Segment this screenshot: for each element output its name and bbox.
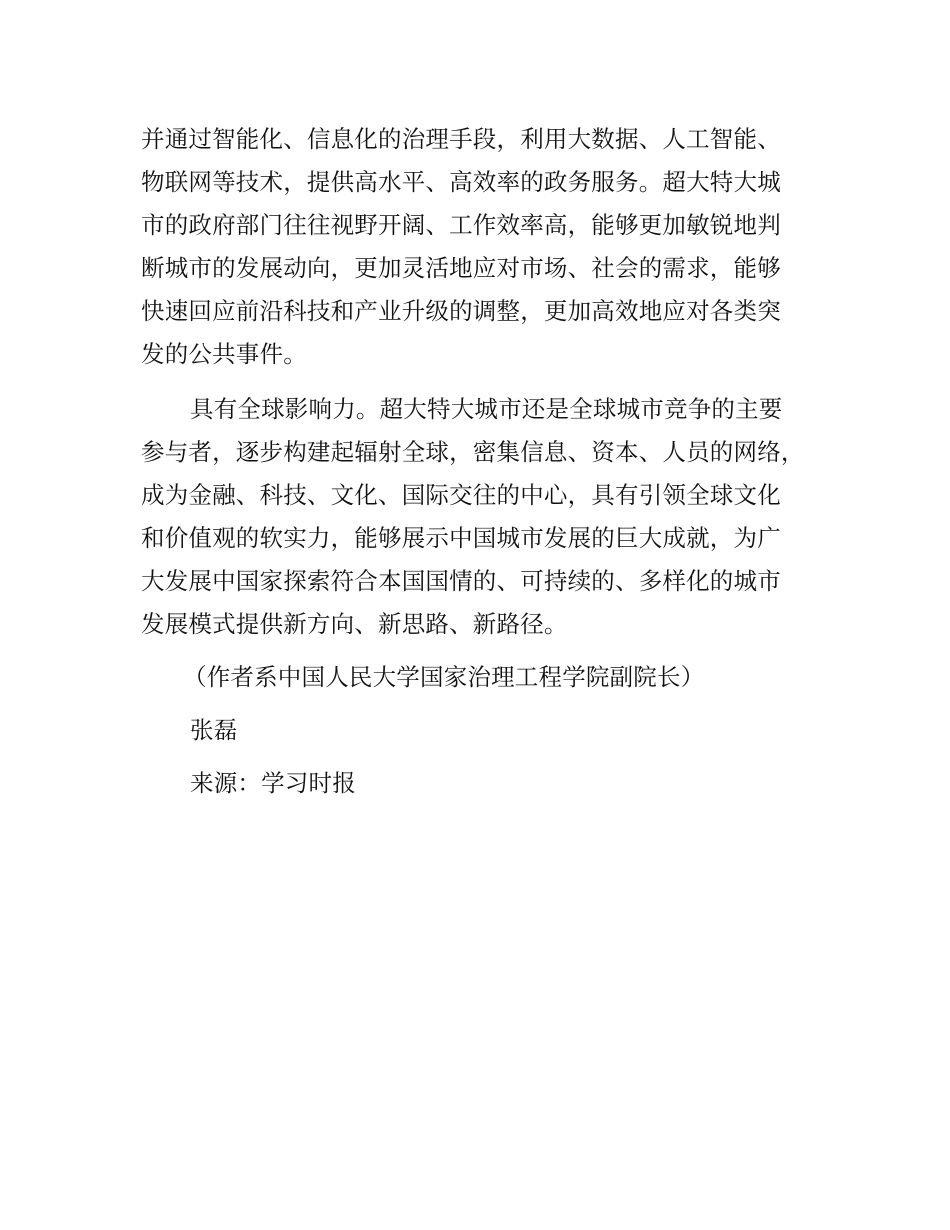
paragraph-line: 大发展中国家探索符合本国国情的、可持续的、多样化的城市 [141, 567, 781, 595]
author-note: （作者系中国人民大学国家治理工程学院副院长） [183, 663, 705, 691]
paragraph-line: 具有全球影响力。超大特大城市还是全球城市竞争的主要 [190, 395, 783, 423]
paragraph-line: 快速回应前沿科技和产业升级的调整，更加高效地应对各类突 [141, 297, 781, 325]
paragraph-line: 并通过智能化、信息化的治理手段，利用大数据、人工智能、 [141, 125, 781, 153]
paragraph-line: 物联网等技术，提供高水平、高效率的政务服务。超大特大城 [141, 168, 781, 196]
source-line: 来源：学习时报 [190, 769, 356, 797]
paragraph-line: 和价值观的软实力，能够展示中国城市发展的巨大成就，为广 [141, 524, 781, 552]
paragraph-line: 发的公共事件。 [141, 340, 307, 368]
author-name: 张磊 [190, 716, 238, 744]
paragraph-line: 发展模式提供新方向、新思路、新路径。 [141, 610, 568, 638]
paragraph-line: 断城市的发展动向，更加灵活地应对市场、社会的需求，能够 [141, 254, 781, 282]
paragraph-line: 参与者，逐步构建起辐射全球，密集信息、资本、人员的网络， [141, 438, 805, 466]
paragraph-line: 成为金融、科技、文化、国际交往的中心，具有引领全球文化 [141, 481, 781, 509]
paragraph-line: 市的政府部门往往视野开阔、工作效率高，能够更加敏锐地判 [141, 211, 781, 239]
